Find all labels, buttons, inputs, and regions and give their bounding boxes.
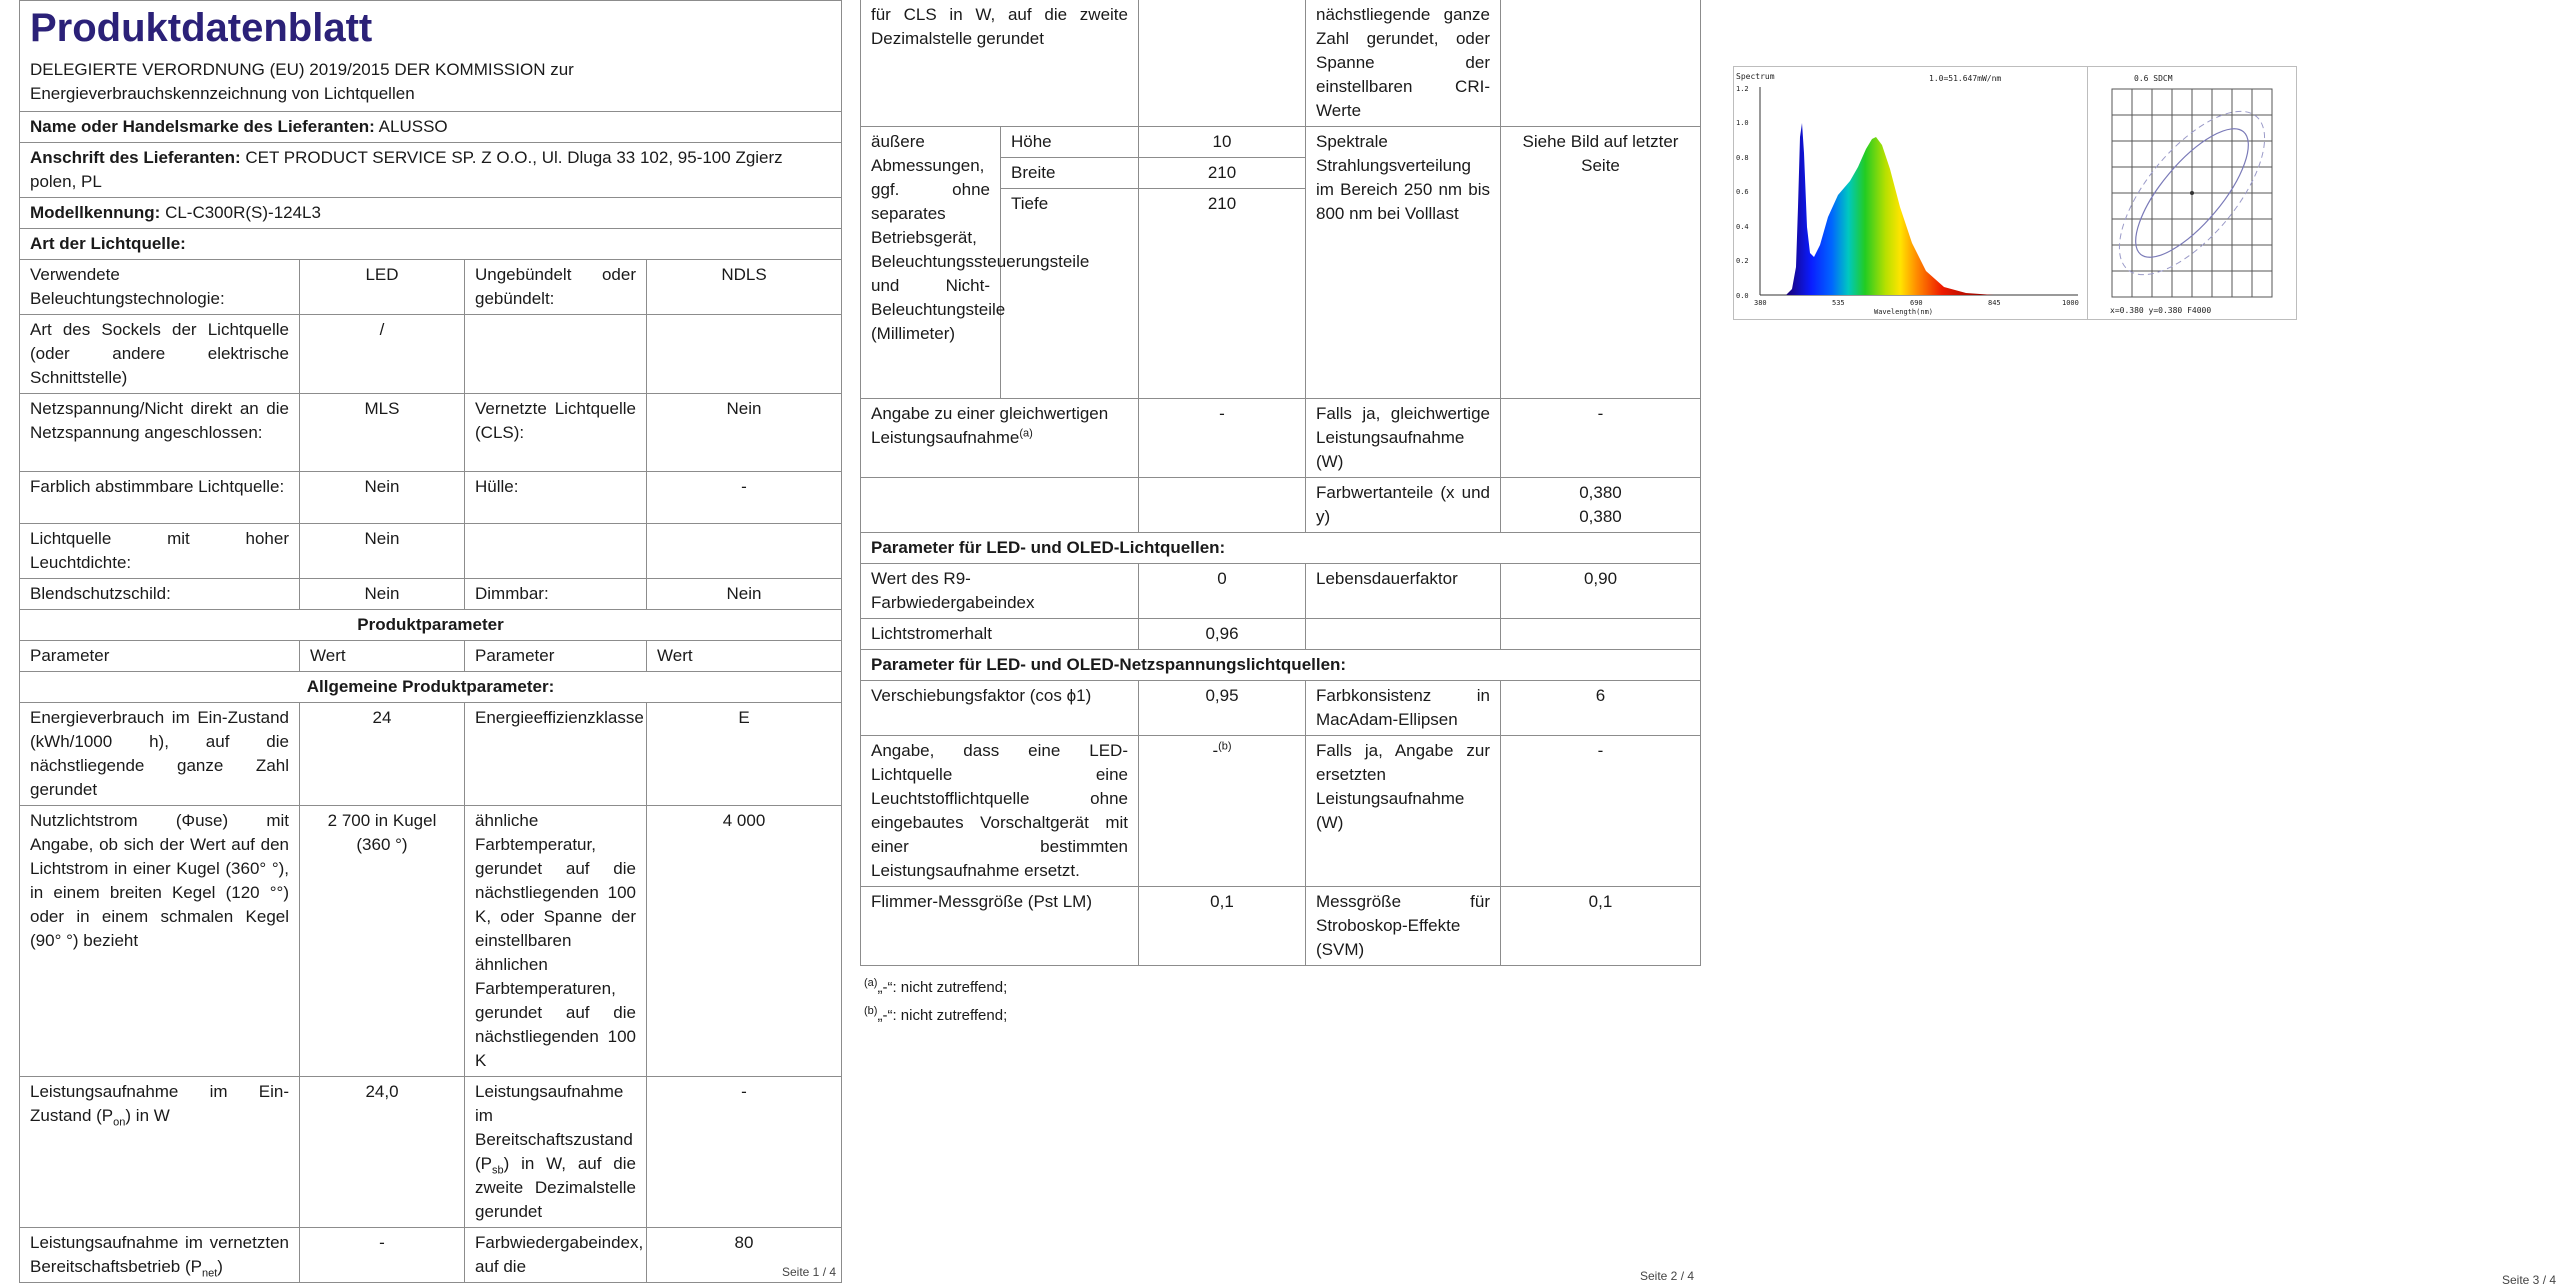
datasheet-table-1 [19, 0, 842, 1283]
replacement-label: Angabe, dass eine LED-Lichtquelle eine Leuchtstofflichtquelle ohne eingebautes Vorschaltgerät mit einer bestimmten Leistungsaufnahme ersetzt. [861, 736, 1139, 887]
tech-value: LED [300, 260, 465, 315]
cie-svg [2088, 67, 2296, 319]
highlum-value: Nein [300, 524, 465, 579]
datasheet-page-1 [19, 0, 841, 1283]
envelope-value: - [647, 472, 842, 524]
tunable-value: Nein [300, 472, 465, 524]
cri-label: Farbwiedergabeindex, auf die [465, 1228, 647, 1283]
displacement-label: Verschiebungsfaktor (cos ϕ1) [861, 681, 1139, 736]
pon-value: 24,0 [300, 1077, 465, 1228]
chromaticity-point [2190, 191, 2194, 195]
dim-height-label: Höhe [1001, 127, 1139, 158]
xtick-0: 380 [1754, 299, 1767, 307]
survival-label: Lebensdauerfaktor [1306, 564, 1501, 619]
supplier-value: ALUSSO [378, 117, 448, 136]
model-label: Modellkennung: [30, 203, 161, 222]
col-header-value: Wert [300, 641, 465, 672]
cri-cont: nächstliegende ganze Zahl gerundet, oder Spanne der einstellbaren CRI-Werte [1306, 0, 1501, 127]
psb-label: Leistungsaufnahme im Bereitschaftszustand $(P_{sb})$ in W, auf die zweite Dezimalstelle gerundet [465, 1077, 647, 1228]
ytick-3: 0.6 [1736, 188, 1749, 196]
flux-label: Nutzlichtstrom (Φuse) mit Angabe, ob sich der Wert auf den Lichtstrom in einer Kugel (360° °), in einem breiten Kegel (120 °°) oder in einem schmalen Kegel (90° °) bezieht [20, 806, 300, 1077]
energy-value: 24 [300, 703, 465, 806]
envelope-label: Hülle: [465, 472, 647, 524]
cct-label: ähnliche Farbtemperatur, gerundet auf die nächstliegenden 100 K, oder Spanne der einstellbaren ähnlichen Farbtemperaturen, gerundet auf die nächstliegenden 100 K [465, 806, 647, 1077]
lumen-maint-value: 0,96 [1139, 619, 1306, 650]
page-title: Produktdatenblatt [30, 6, 373, 50]
displacement-value: 0,95 [1139, 681, 1306, 736]
efficiency-class-label: Energieeffizienzklasse [465, 703, 647, 806]
ytick-5: 1.0 [1736, 119, 1749, 127]
color-consistency-value: 6 [1501, 681, 1701, 736]
datasheet-table-2 [860, 0, 1701, 966]
ytick-0: 0.0 [1736, 292, 1749, 300]
replacement-value: -$^{(b)}$ [1139, 736, 1306, 887]
dimmable-value: Nein [647, 579, 842, 610]
cie-sdcm-chart [2087, 66, 2297, 320]
xtick-3: 845 [1988, 299, 2001, 307]
pon-label: Leistungsaufnahme im Ein-Zustand $(P_{on})$ in W [20, 1077, 300, 1228]
page-number-2: Seite 2 / 4 [1640, 1269, 1695, 1283]
cls-power-cont: für CLS in W, auf die zweite Dezimalstelle gerundet [861, 0, 1139, 127]
ytick-4: 0.8 [1736, 154, 1749, 162]
spectrum-xlabel: Wavelength(nm) [1874, 308, 1934, 316]
tunable-label: Farblich abstimmbare Lichtquelle: [20, 472, 300, 524]
stroboscopic-value: 0,1 [1501, 887, 1701, 966]
pnet-value: - [300, 1228, 465, 1283]
cie-readout: x=0.380 y=0.380 F4000 [2110, 306, 2212, 315]
lumen-maint-label: Lichtstromerhalt [861, 619, 1139, 650]
col-header-parameter: Parameter [20, 641, 300, 672]
spectrum-xticks [1754, 299, 2079, 307]
ytick-6: 1.2 [1736, 85, 1749, 93]
chromaticity-value: 0,380 0,380 [1501, 478, 1701, 533]
footnote-b: $^{(b)}$„-“: nicht zutreffend; [864, 1005, 1008, 1024]
spectrum-curve [1786, 123, 1994, 295]
mains-value: MLS [300, 394, 465, 472]
equiv-power-w-label: Falls ja, gleichwertige Leistungsaufnahme (W) [1306, 399, 1501, 478]
footnote-a: $^{(a)}$„-“: nicht zutreffend; [864, 977, 1008, 996]
cri-value: 80 [647, 1228, 842, 1283]
dim-width-value: 210 [1139, 158, 1306, 189]
equiv-power-label: Angabe zu einer gleichwertigen Leistungsaufnahme$^{(a)}$ [861, 399, 1139, 478]
address-value: CET PRODUCT SERVICE SP. Z O.O., Ul. Dluga 33 102, 95-100 Zgierz polen, PL [30, 148, 783, 191]
r9-label: Wert des R9-Farbwiedergabeindex [861, 564, 1139, 619]
flicker-value: 0,1 [1139, 887, 1306, 966]
xtick-4: 1000 [2062, 299, 2079, 307]
spectral-value: Siehe Bild auf letzter Seite [1501, 127, 1701, 399]
xtick-1: 535 [1832, 299, 1845, 307]
socket-label: Art des Sockels der Lichtquelle (oder andere elektrische Schnittstelle) [20, 315, 300, 394]
dim-height-value: 10 [1139, 127, 1306, 158]
led-params-header: Parameter für LED- und OLED-Lichtquellen: [861, 533, 1701, 564]
replaced-power-label: Falls ja, Angabe zur ersetzten Leistungsaufnahme (W) [1306, 736, 1501, 887]
spectrum-title: Spectrum [1736, 72, 1775, 81]
flicker-label: Flimmer-Messgröße (Pst LM) [861, 887, 1139, 966]
dim-depth-label: Tiefe [1001, 189, 1139, 399]
beam-value: NDLS [647, 260, 842, 315]
col-header-parameter-2: Parameter [465, 641, 647, 672]
ytick-1: 0.2 [1736, 257, 1749, 265]
product-params-header: Produktparameter [20, 610, 842, 641]
xtick-2: 690 [1910, 299, 1923, 307]
efficiency-class-value: E [647, 703, 842, 806]
datasheet-page-2 [860, 0, 1700, 1030]
source-type-label: Art der Lichtquelle: [30, 234, 186, 253]
mains-params-header: Parameter für LED- und OLED-Netzspannungslichtquellen: [861, 650, 1701, 681]
glare-value: Nein [300, 579, 465, 610]
cie-title: 0.6 SDCM [2134, 74, 2173, 83]
replaced-power-value: - [1501, 736, 1701, 887]
equiv-power-value: - [1139, 399, 1306, 478]
ytick-2: 0.4 [1736, 223, 1749, 231]
chromaticity-label: Farbwertanteile (x und y) [1306, 478, 1501, 533]
cls-label: Vernetzte Lichtquelle (CLS): [465, 394, 647, 472]
flux-value: 2 700 in Kugel (360 °) [300, 806, 465, 1077]
psb-value: - [647, 1077, 842, 1228]
spectrum-svg [1734, 67, 2088, 319]
supplier-label: Name oder Handelsmarke des Lieferanten: [30, 117, 375, 136]
footnotes [860, 974, 1700, 1030]
equiv-power-w-value: - [1501, 399, 1701, 478]
cls-value: Nein [647, 394, 842, 472]
spectral-label: Spektrale Strahlungsverteilung im Bereich 250 nm bis 800 nm bei Volllast [1306, 127, 1501, 399]
survival-value: 0,90 [1501, 564, 1701, 619]
dimmable-label: Dimmbar: [465, 579, 647, 610]
color-consistency-label: Farbkonsistenz in MacAdam-Ellipsen [1306, 681, 1501, 736]
col-header-value-2: Wert [647, 641, 842, 672]
beam-label: Ungebündelt oder gebündelt: [465, 260, 647, 315]
stroboscopic-label: Messgröße für Stroboskop-Effekte (SVM) [1306, 887, 1501, 966]
page-number-1: Seite 1 / 4 [782, 1265, 837, 1279]
page-number-3: Seite 3 / 4 [2502, 1273, 2557, 1287]
socket-value: / [300, 315, 465, 394]
model-value: CL-C300R(S)-124L3 [165, 203, 321, 222]
r9-value: 0 [1139, 564, 1306, 619]
mains-label: Netzspannung/Nicht direkt an die Netzspannung angeschlossen: [20, 394, 300, 472]
highlum-label: Lichtquelle mit hoher Leuchtdichte: [20, 524, 300, 579]
dim-depth-value: 210 [1139, 189, 1306, 399]
glare-label: Blendschutzschild: [20, 579, 300, 610]
regulation-subtitle: DELEGIERTE VERORDNUNG (EU) 2019/2015 DER KOMMISSION zur Energieverbrauchskennzeichnung von Lichtquellen [30, 60, 574, 103]
tech-label: Verwendete Beleuchtungstechnologie: [20, 260, 300, 315]
pnet-label: Leistungsaufnahme im vernetzten Bereitschaftsbetrieb $(P_{net})$ [20, 1228, 300, 1283]
cct-value: 4 000 [647, 806, 842, 1077]
address-label: Anschrift des Lieferanten: [30, 148, 241, 167]
spectrum-peak: 1.0=51.647mW/nm [1929, 74, 2002, 83]
energy-label: Energieverbrauch im Ein-Zustand (kWh/1000 h), auf die nächstliegende ganze Zahl gerundet [20, 703, 300, 806]
spectrum-yticks [1736, 85, 1749, 300]
general-params-header: Allgemeine Produktparameter: [20, 672, 842, 703]
dimensions-label: äußere Abmessungen, ggf. ohne separates Betriebsgerät, Beleuchtungssteuerungsteile und Nicht-Beleuchtungsteile (Millimeter) [861, 127, 1001, 399]
spectrum-chart [1733, 66, 2089, 320]
dim-width-label: Breite [1001, 158, 1139, 189]
